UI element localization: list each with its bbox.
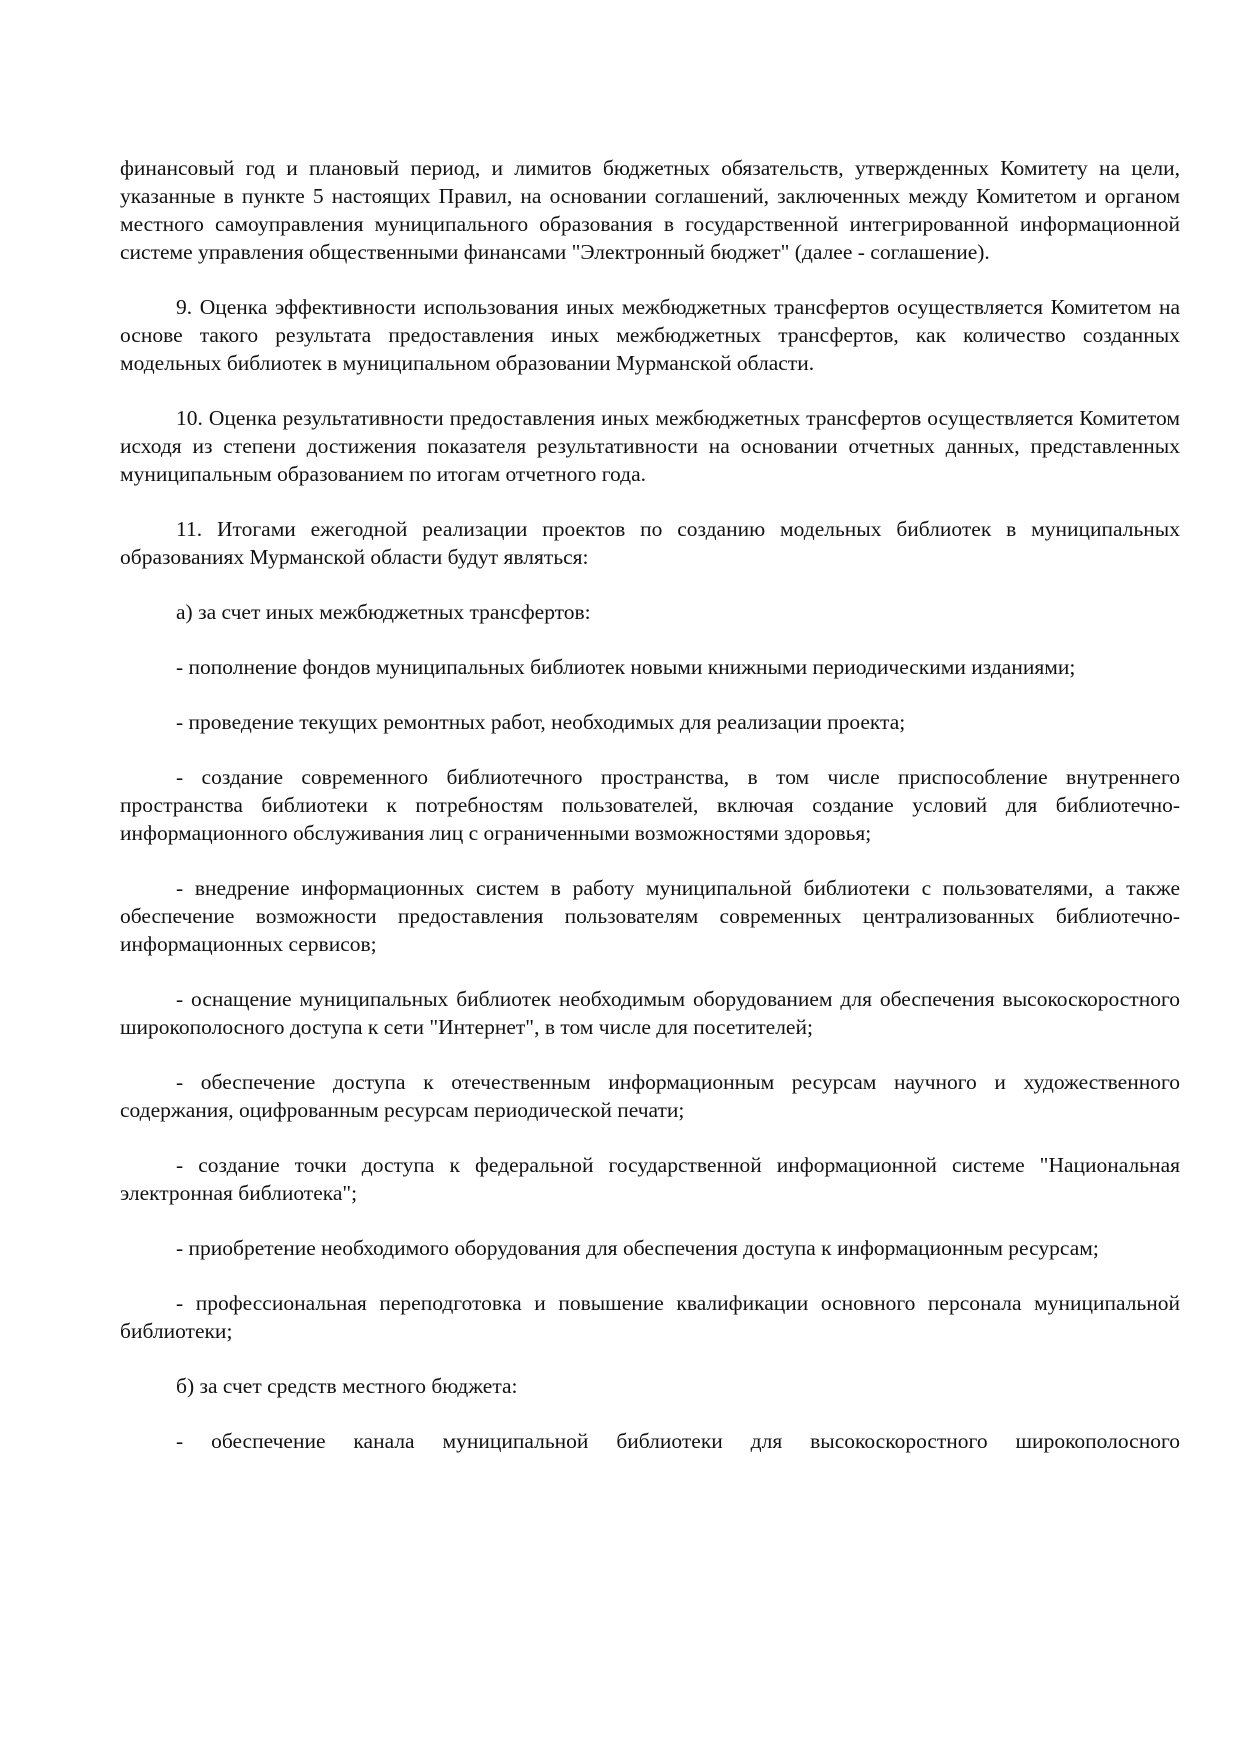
list-item: - проведение текущих ремонтных работ, необходимых для реализации проекта; bbox=[176, 710, 906, 734]
paragraph-10: 10. Оценка результативности предоставления иных межбюджетных трансфертов осуществляется Комитетом исходя из степени достижения показателя результативности на основании отчетных данных, представленных муниципальным образованием по итогам отчетного года. bbox=[120, 406, 1180, 486]
list-item: - обеспечение канала муниципальной библиотеки для высокоскоростного широкополосного bbox=[176, 1429, 1180, 1453]
list-item: - приобретение необходимого оборудования для обеспечения доступа к информационным ресурсам; bbox=[176, 1236, 1099, 1260]
list-item: - создание точки доступа к федеральной государственной информационной системе "Национальная электронная библиотека"; bbox=[120, 1153, 1180, 1205]
subheading-a: а) за счет иных межбюджетных трансфертов: bbox=[176, 600, 591, 624]
document-page bbox=[120, 154, 1180, 1482]
subheading-b: б) за счет средств местного бюджета: bbox=[176, 1374, 518, 1398]
list-item: - обеспечение доступа к отечественным информационным ресурсам научного и художественного содержания, оцифрованным ресурсам периодической печати; bbox=[120, 1070, 1180, 1122]
paragraph-continuation: финансовый год и плановый период, и лимитов бюджетных обязательств, утвержденных Комитету на цели, указанные в пункте 5 настоящих Правил, на основании соглашений, заключенных между Комитетом и органом местного самоуправления муниципального образования в государственной интегрированной информационной системе управления общественными финансами "Электронный бюджет" (далее - соглашение). bbox=[120, 156, 1180, 264]
paragraph-9: 9. Оценка эффективности использования иных межбюджетных трансфертов осуществляется Комитетом на основе такого результата предоставления иных межбюджетных трансфертов, как количество созданных модельных библиотек в муниципальном образовании Мурманской области. bbox=[120, 295, 1180, 375]
list-item: - оснащение муниципальных библиотек необходимым оборудованием для обеспечения высокоскоростного широкополосного доступа к сети "Интернет", в том числе для посетителей; bbox=[120, 987, 1180, 1039]
list-item: - создание современного библиотечного пространства, в том числе приспособление внутреннего пространства библиотеки к потребностям пользователей, включая создание условий для библиотечно-информационного обслуживания лиц с ограниченными возможностями здоровья; bbox=[120, 765, 1180, 845]
list-item: - внедрение информационных систем в работу муниципальной библиотеки с пользователями, а также обеспечение возможности предоставления пользователям современных централизованных библиотечно-информационных сервисов; bbox=[120, 876, 1180, 956]
list-item: - профессиональная переподготовка и повышение квалификации основного персонала муниципальной библиотеки; bbox=[120, 1291, 1180, 1343]
paragraph-11: 11. Итогами ежегодной реализации проектов по созданию модельных библиотек в муниципальных образованиях Мурманской области будут являться: bbox=[120, 517, 1180, 569]
list-item: - пополнение фондов муниципальных библиотек новыми книжными периодическими изданиями; bbox=[176, 655, 1076, 679]
